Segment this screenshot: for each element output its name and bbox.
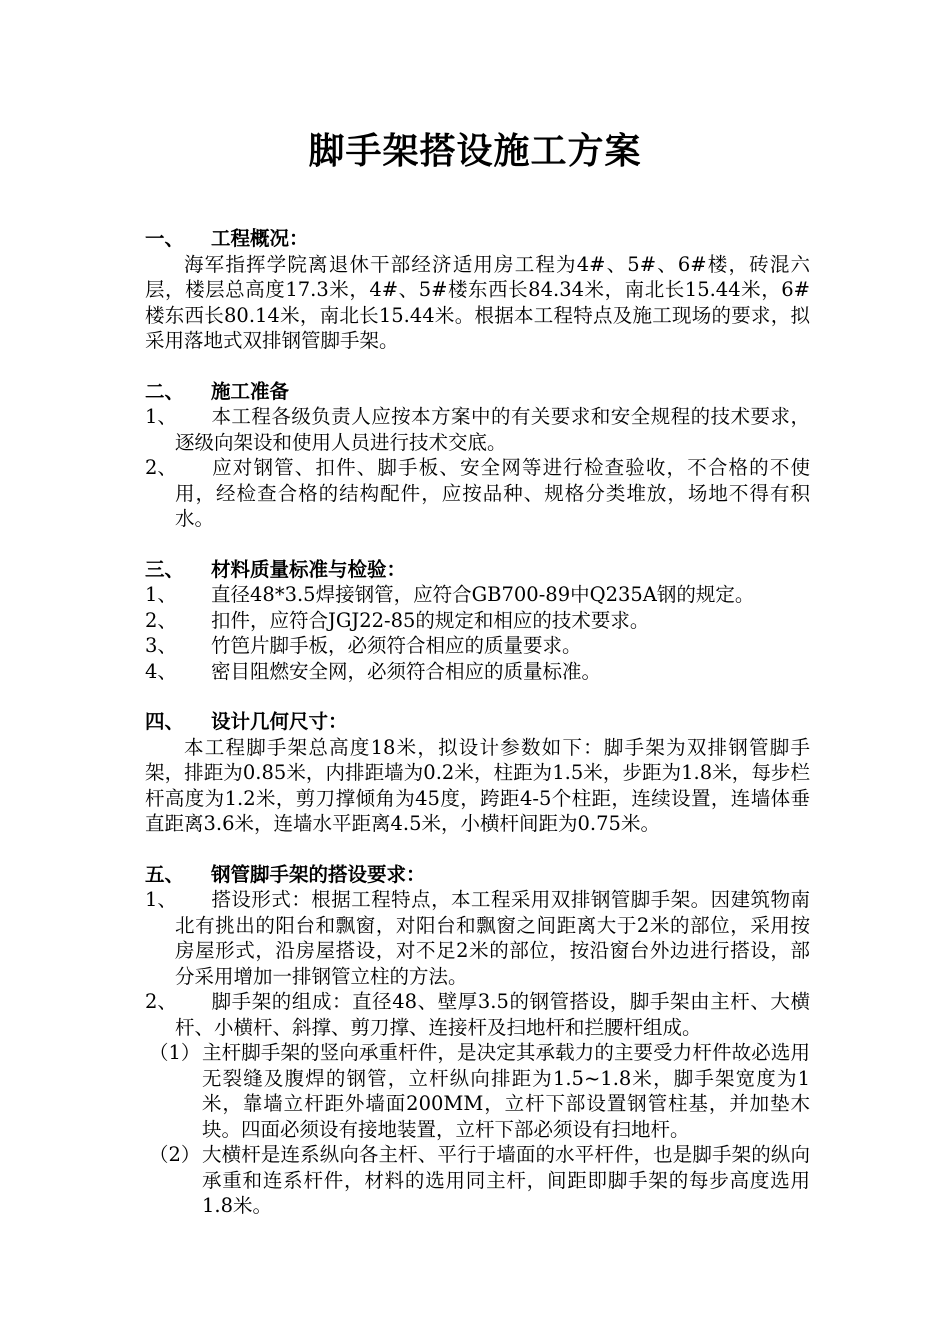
list-item xyxy=(145,404,810,455)
list-item-number: 2、 xyxy=(145,456,177,479)
list-item-text: 本工程各级负责人应按本方案中的有关要求和安全规程的技术要求，逐级向架设和使用人员进行技术交底。 xyxy=(175,405,810,454)
section-number: 二、 xyxy=(145,379,185,403)
section-heading-2 xyxy=(145,379,810,405)
list-item-number: 2、 xyxy=(145,608,177,632)
document-title: 脚手架搭设施工方案 xyxy=(308,130,642,172)
list-item-number: 3、 xyxy=(145,634,177,657)
section-title: 施工准备 xyxy=(211,379,290,403)
section-number: 五、 xyxy=(145,862,185,886)
section-heading-5 xyxy=(145,862,810,888)
section-heading-4 xyxy=(145,709,810,735)
sub-list-item-number: （1） xyxy=(149,1041,201,1064)
list-item xyxy=(145,455,810,532)
list-item-number: 1、 xyxy=(145,405,177,428)
section-paragraph: 本工程脚手架总高度18米，拟设计参数如下：脚手架为双排钢管脚手架，排距为0.85米，内排距墙为0.2米，柱距为1.5米，步距为1.8米，每步栏杆高度为1.2米，剪刀撑倾角为45度，跨距4-5个柱距，连续设置，连墙体垂直距离3.6米，连墙水平距离4.5米，小横杆间距为0.75米。 xyxy=(145,735,810,835)
list-item-text: 竹笆片脚手板，必须符合相应的质量要求。 xyxy=(211,634,582,657)
sub-list-item xyxy=(145,1142,810,1219)
sub-list-item-number: （2） xyxy=(149,1143,201,1166)
list-item-text: 脚手架的组成：直径48、壁厚3.5的钢管搭设，脚手架由主杆、大横杆、小横杆、斜撑、剪刀撑、连接杆及扫地杆和拦腰杆组成。 xyxy=(175,990,810,1039)
section-heading-1 xyxy=(145,226,810,252)
section-heading-3 xyxy=(145,557,810,583)
list-item-number: 1、 xyxy=(145,583,177,606)
section-number: 四、 xyxy=(145,710,185,733)
list-item xyxy=(145,582,810,608)
list-item-text: 扣件，应符合JGJ22-85的规定和相应的技术要求。 xyxy=(211,608,650,632)
list-item-number: 4、 xyxy=(145,659,177,683)
list-item xyxy=(145,659,810,685)
list-item xyxy=(145,608,810,634)
section-number: 一、 xyxy=(145,227,185,250)
list-item-text: 应对钢管、扣件、脚手板、安全网等进行检查验收，不合格的不使用，经检查合格的结构配件，应按品种、规格分类堆放，场地不得有积水。 xyxy=(175,456,810,530)
section-paragraph: 海军指挥学院离退休干部经济适用房工程为4#、5#、6#楼，砖混六层，楼层总高度17.3米，4#、5#楼东西长84.34米，南北长15.44米，6#楼东西长80.14米，南北长15.44米。根据本工程特点及施工现场的要求，拟采用落地式双排钢管脚手架。 xyxy=(145,252,810,352)
sub-list-item-text: 大横杆是连系纵向各主杆、平行于墙面的水平杆件，也是脚手架的纵向承重和连系杆件，材料的选用同主杆，间距即脚手架的每步高度选用1.8米。 xyxy=(202,1143,810,1217)
document-body xyxy=(145,226,810,1219)
section-title: 材料质量标准与检验： xyxy=(211,557,407,581)
list-item xyxy=(145,887,810,989)
section-title: 设计几何尺寸： xyxy=(211,710,348,733)
list-item xyxy=(145,633,810,659)
section-number: 三、 xyxy=(145,557,185,581)
list-item-text: 直径48*3.5焊接钢管，应符合GB700-89中Q235A钢的规定。 xyxy=(211,583,755,606)
sub-list-item-text: 主杆脚手架的竖向承重杆件，是决定其承载力的主要受力杆件故必选用无裂缝及腹焊的钢管，立杆纵向排距为1.5~1.8米，脚手架宽度为1米，靠墙立杆距外墙面200MM，立杆下部设置钢管柱基，并加垫木块。四面必须设有接地装置，立杆下部必须设有扫地杆。 xyxy=(202,1041,810,1141)
list-item-number: 2、 xyxy=(145,990,177,1013)
list-item xyxy=(145,989,810,1040)
sub-list-item xyxy=(145,1040,810,1142)
list-item-number: 1、 xyxy=(145,888,177,911)
section-title: 工程概况： xyxy=(211,227,309,250)
list-item-text: 密目阻燃安全网，必须符合相应的质量标准。 xyxy=(211,659,602,683)
section-title: 钢管脚手架的搭设要求： xyxy=(211,862,426,886)
list-item-text: 搭设形式：根据工程特点，本工程采用双排钢管脚手架。因建筑物南北有挑出的阳台和飘窗，对阳台和飘窗之间距离大于2米的部位，采用按房屋形式，沿房屋搭设，对不足2米的部位，按沿窗台外边进行搭设，部分采用增加一排钢管立柱的方法。 xyxy=(175,888,810,988)
